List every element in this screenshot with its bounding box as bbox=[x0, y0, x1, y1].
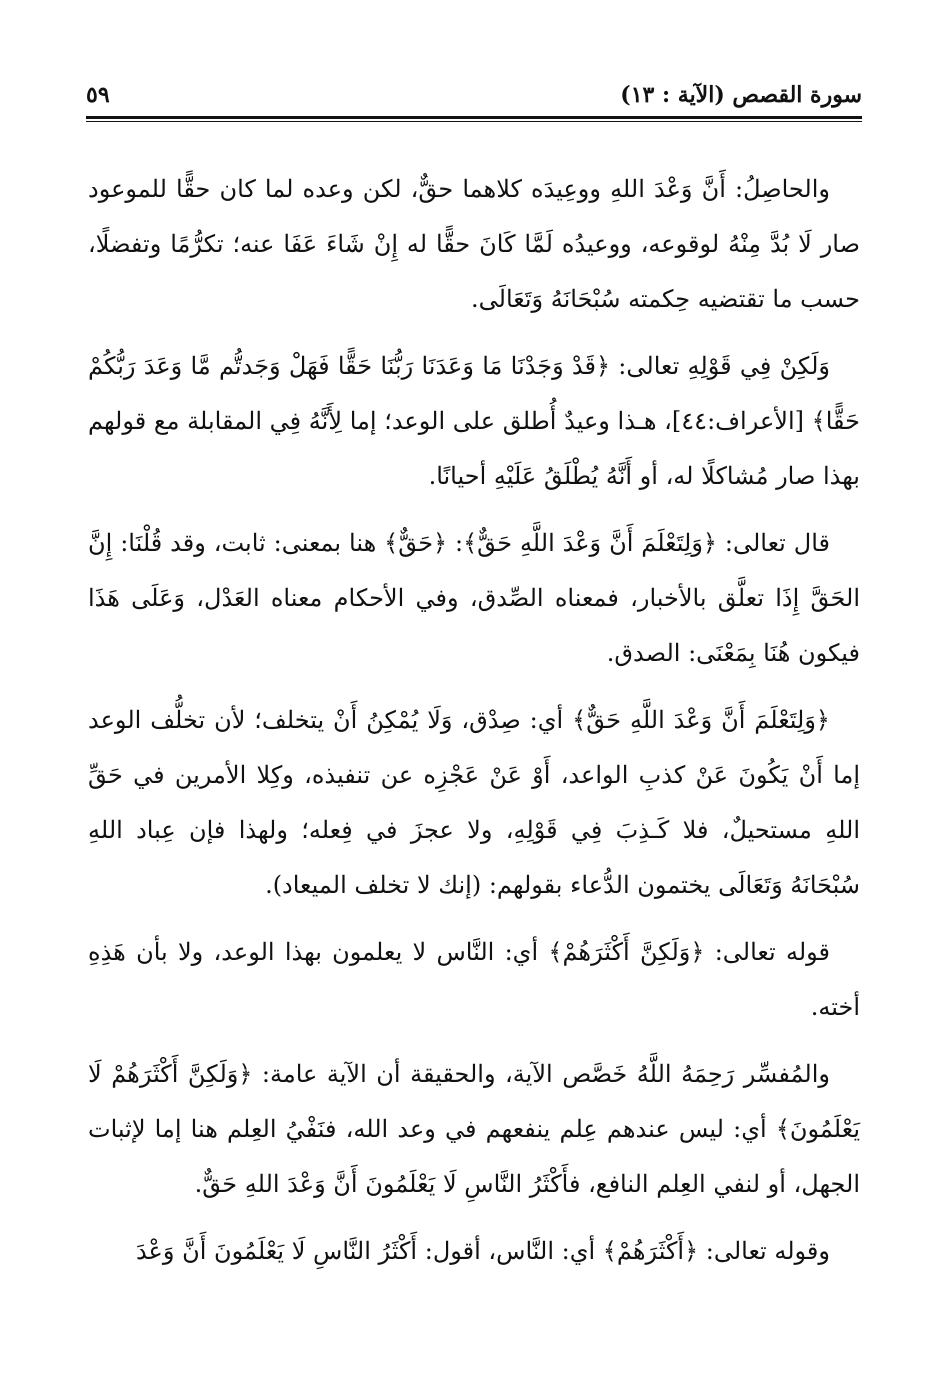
page-header bbox=[86, 82, 862, 118]
body-text bbox=[88, 162, 860, 1291]
header-rule-thin bbox=[86, 121, 862, 122]
header-rule bbox=[86, 116, 862, 119]
paragraph-7: وقوله تعالى: ﴿أَكْثَرَهُمْ﴾ أي: النَّاس، أقول: أَكْثَرُ النَّاسِ لَا يَعْلَمُونَ أَنَّ وَعْدَ bbox=[135, 1237, 830, 1265]
paragraph-4: ﴿وَلِتَعْلَمَ أَنَّ وَعْدَ اللَّهِ حَقٌّ﴾ أي: صِدْق، وَلَا يُمْكِنُ أَنْ يتخلف؛ لأن تخلُّف الوعد إما أَنْ يَكُونَ عَنْ كذبِ الواعد، أَوْ عَنْ عَجْزِه عن تنفيذه، وكِلا الأمرين في حَقِّ اللهِ مستحيلٌ، فلا كَـذِبَ فِي قَوْلِهِ، ولا عجزَ في فِعله؛ ولهذا فإن عِباد اللهِ سُبْحَانَهُ وَتَعَالَى يختمون الدُّعاء بقولهم: (إنك لا تخلف الميعاد). bbox=[88, 706, 860, 899]
paragraph-1: والحاصِلُ: أَنَّ وَعْدَ اللهِ ووعِيدَه كلاهما حقٌّ، لكن وعده لما كان حقًّا للموعود صار لَا بُدَّ مِنْهُ لوقوعه، ووعيدُه لَمَّا كَانَ حقًّا له إِنْ شَاءَ عَفَا عنه؛ تكرُّمًا وتفضلًا، حسب ما تقتضيه حِكمته سُبْحَانَهُ وَتَعَالَى. bbox=[88, 175, 860, 313]
paragraph-3: قال تعالى: ﴿وَلِتَعْلَمَ أَنَّ وَعْدَ اللَّهِ حَقٌّ﴾: ﴿حَقٌّ﴾ هنا بمعنى: ثابت، وقد قُلْنَا: إِنَّ الحَقَّ إِذَا تعلَّق بالأخبار، فمعناه الصِّدق، وفي الأحكام معناه العَدْل، وَعَلَى هَذَا فيكون هُنَا بِمَعْنَى: الصدق. bbox=[88, 529, 860, 667]
paragraph-5: قوله تعالى: ﴿وَلَكِنَّ أَكْثَرَهُمْ﴾ أي: النَّاس لا يعلمون بهذا الوعد، ولا بأن هَذِهِ أخته. bbox=[88, 938, 860, 1021]
paragraph-6: والمُفسِّر رَحِمَهُ اللَّهُ خَصَّص الآية، والحقيقة أن الآية عامة: ﴿وَلَكِنَّ أَكْثَرَهُمْ لَا يَعْلَمُونَ﴾ أي: ليس عندهم عِلم ينفعهم في وعد الله، فنَفْيُ العِلم هنا إما لإثبات الجهل، أو لنفي العِلم النافع، فأَكْثَرُ النَّاسِ لَا يَعْلَمُونَ أَنَّ وَعْدَ اللهِ حَقٌّ. bbox=[88, 1060, 860, 1198]
paragraph-2: وَلَكِنْ فِي قَوْلِهِ تعالى: ﴿قَدْ وَجَدْنَا مَا وَعَدَنَا رَبُّنَا حَقًّا فَهَلْ وَجَدتُّم مَّا وَعَدَ رَبُّكُمْ حَقًّا﴾ [الأعراف:٤٤]، هـذا وعيدٌ أُطلق على الوعد؛ إما لِأَنَّهُ فِي المقابلة مع قولهم بهذا صار مُشاكلًا له، أو أَنَّهُ يُطْلَقُ عَلَيْهِ أحيانًا. bbox=[88, 352, 860, 490]
surah-header-title: سورة القصص (الآية : ١٣) bbox=[620, 82, 862, 108]
page-number: ٥٩ bbox=[86, 82, 110, 108]
